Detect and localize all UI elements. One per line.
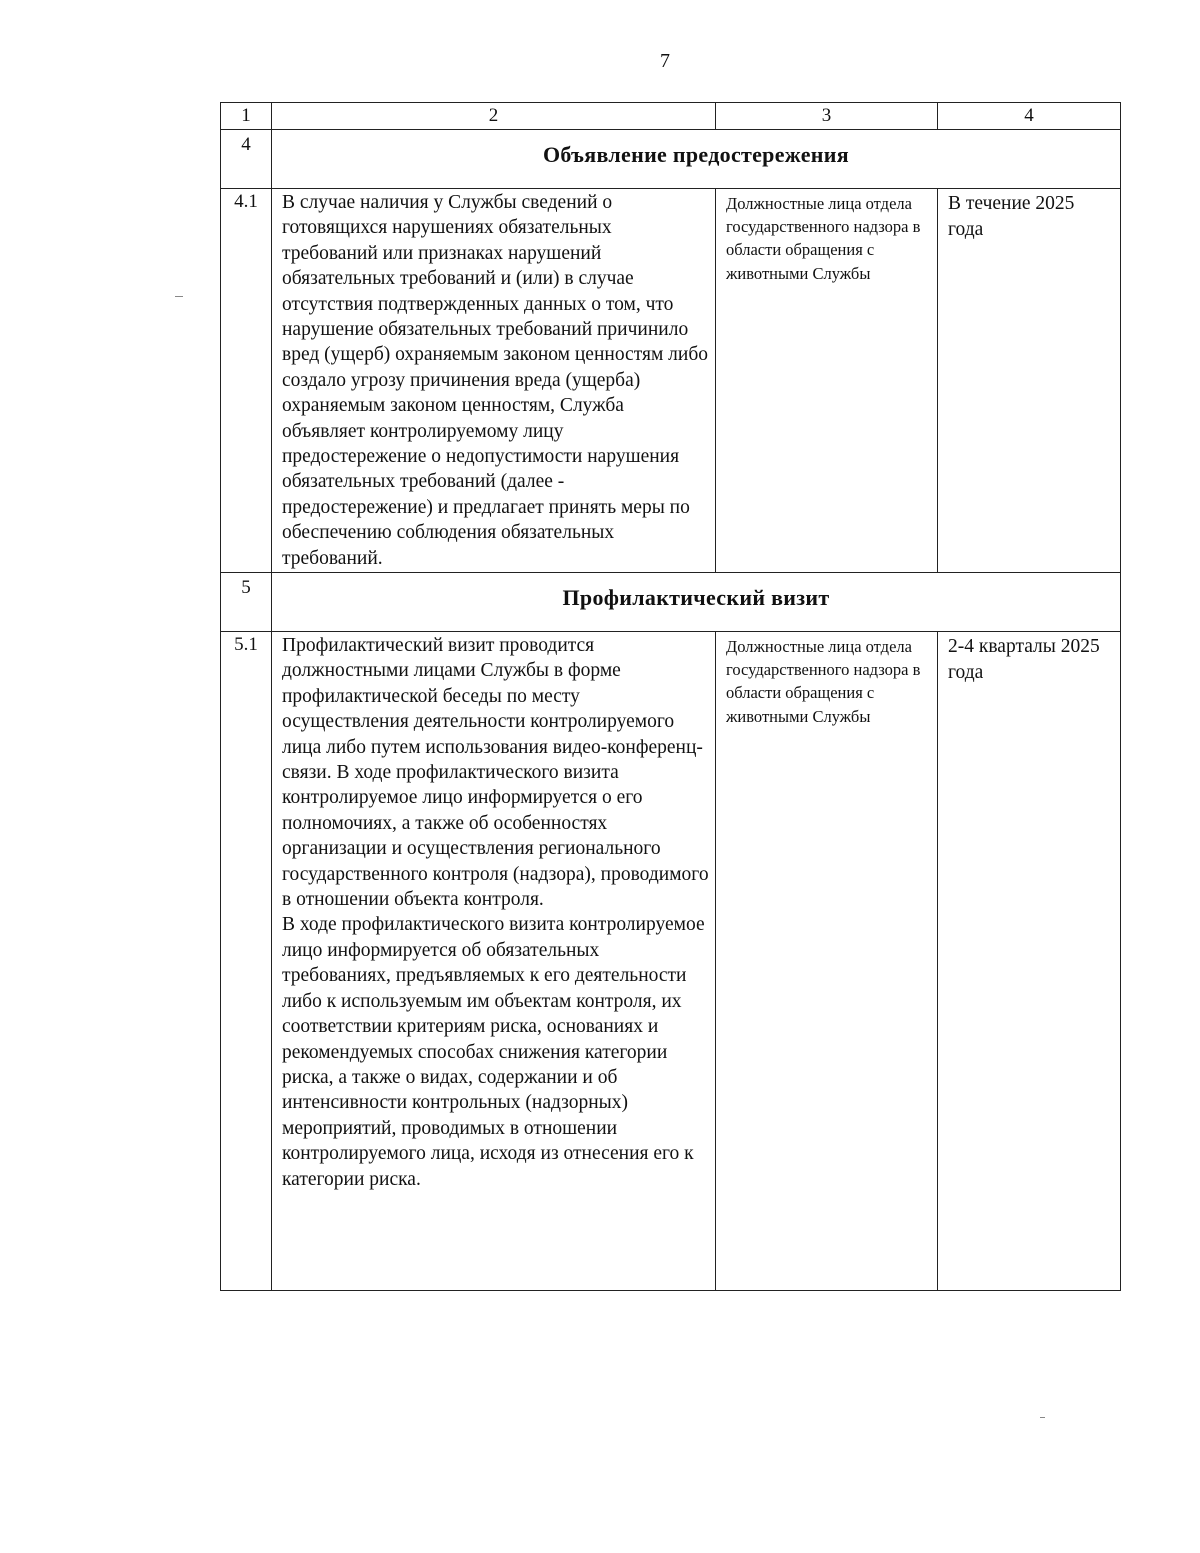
item-responsible: Должностные лица отдела государственного надзора в области обращения с животными Службы — [716, 189, 938, 573]
item-term: В течение 2025 года — [938, 189, 1121, 573]
section-number: 4 — [221, 130, 272, 189]
description-paragraph: В случае наличия у Службы сведений о готовящихся нарушениях обязательных требований или признаках нарушений обязательных требований и (или) в случае отсутствия подтвержденных данных о том, что нарушение обязательных требований причинило вред (ущерб) охраняемым законом ценностям либо создало угрозу причинения вреда (ущерба) охраняемым законом ценностям, Служба объявляет контролируемому лицу предостережение о недопустимости нарушения обязательных требований (далее - предостережение) и предлагает принять меры по обеспечению соблюдения обязательных требований. — [282, 192, 709, 569]
column-header-description: 2 — [272, 103, 716, 130]
section-number: 5 — [221, 573, 272, 632]
item-description — [272, 632, 716, 1291]
scan-artifact — [175, 296, 183, 297]
page-number: 7 — [660, 50, 670, 72]
table-row — [221, 189, 1121, 573]
item-number: 4.1 — [221, 189, 272, 573]
description-paragraph: Профилактический визит проводится должностными лицами Службы в форме профилактической беседы по месту осуществления деятельности контролируемого лица либо путем использования видео-конференц-связи. В ходе профилактического визита контролируемое лицо информируется о его полномочиях, а также об особенностях организации и осуществления регионального государственного контроля (надзора), проводимого в отношении объекта контроля. — [282, 635, 709, 911]
description-paragraph: В ходе профилактического визита контролируемое лицо информируется об обязательных требованиях, предъявляемых к его деятельности либо к используемым им объектам контроля, их соответствии критериям риска, основаниях и рекомендуемых способах снижения категории риска, а также о видах, содержании и об интенсивности контрольных (надзорных) мероприятий, проводимых в отношении контролируемого лица, исходя из отнесения его к категории риска. — [282, 914, 705, 1190]
column-header-term: 4 — [938, 103, 1121, 130]
section-title: Профилактический визит — [272, 573, 1121, 632]
column-header-number: 1 — [221, 103, 272, 130]
item-responsible: Должностные лица отдела государственного надзора в области обращения с животными Службы — [716, 632, 938, 1291]
item-number: 5.1 — [221, 632, 272, 1291]
item-description — [272, 189, 716, 573]
table-header-row — [221, 103, 1121, 130]
table-row — [221, 632, 1121, 1291]
section-row-warning — [221, 130, 1121, 189]
section-row-visit — [221, 573, 1121, 632]
item-term: 2-4 кварталы 2025 года — [938, 632, 1121, 1291]
section-title: Объявление предостережения — [272, 130, 1121, 189]
prevention-measures-table — [220, 102, 1121, 1291]
column-header-responsible: 3 — [716, 103, 938, 130]
scan-artifact — [1040, 1417, 1045, 1418]
